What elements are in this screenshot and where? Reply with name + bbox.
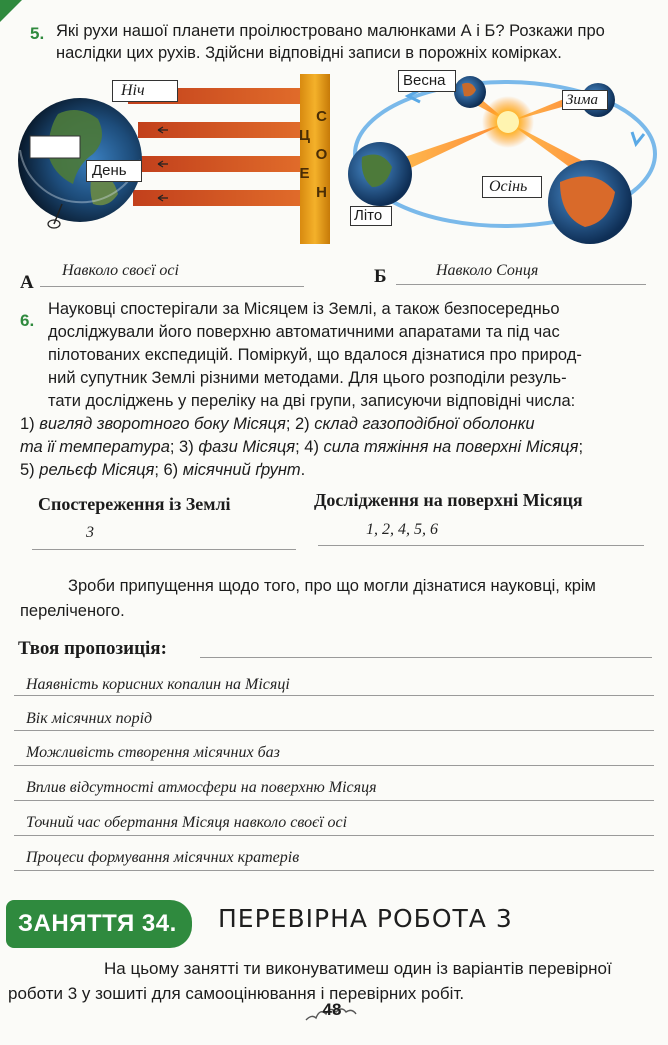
col2-line bbox=[318, 545, 644, 546]
sun-rays bbox=[128, 88, 300, 206]
task6-items: 1) вигляд зворотного боку Місяця; 2) склад газоподібної оболонки та її температура; 3) фази Місяця; 4) сила тяжіння на поверхні Місяця; 5) рельєф Місяця; 6) місячний ґрунт. bbox=[20, 415, 584, 479]
proposal-line-0 bbox=[200, 657, 652, 658]
label-autumn: Осінь bbox=[482, 176, 542, 198]
figure-a-rotation bbox=[18, 74, 338, 244]
answer-b-letter: Б bbox=[374, 266, 387, 287]
label-summer: Літо bbox=[350, 206, 392, 226]
task6-text: Науковці спостерігали за Місяцем із Землі, а також безпосередньо досліджували його поверхню автоматичними апаратами та під час пілотованих експедицій. Поміркуй, що вдалося дізнатися про природ- ний супутник Землі різними методами. Для цього розподіли резуль- тати досліджень у переліку на дві групи, записуючи відповідні числа: bbox=[48, 300, 582, 410]
proposal-item: Можливість створення місячних баз bbox=[26, 744, 280, 761]
lesson-tag: ЗАНЯТТЯ 34. bbox=[6, 900, 192, 948]
proposal-line bbox=[14, 870, 654, 871]
label-night: Ніч bbox=[112, 80, 178, 102]
proposal-item: Вплив відсутності атмосфери на поверхню Місяця bbox=[26, 779, 377, 796]
lesson-text: На цьому занятті ти виконуватимеш один із варіантів перевірної роботи 3 у зошиті для самооцінювання і перевірних робіт. bbox=[8, 959, 612, 1003]
assume-text: Зроби припущення щодо того, про що могли дізнатися науковці, крім переліченого. bbox=[20, 577, 596, 620]
answer-a-letter: А bbox=[20, 272, 34, 293]
answer-a: Навколо своєї осі bbox=[62, 262, 179, 279]
answer-b: Навколо Сонця bbox=[436, 262, 539, 279]
answer-a-line bbox=[40, 286, 304, 287]
label-day: День bbox=[86, 160, 142, 182]
proposal-line bbox=[14, 765, 654, 766]
proposal-line bbox=[14, 730, 654, 731]
label-winter: Зима bbox=[562, 90, 608, 110]
proposal-item: Процеси формування місячних кратерів bbox=[26, 849, 300, 866]
sun-label: С О Н Ц Е bbox=[296, 107, 330, 203]
proposal-item: Точний час обертання Місяця навколо своєї осі bbox=[26, 814, 348, 831]
col2-answer: 1, 2, 4, 5, 6 bbox=[366, 521, 438, 538]
proposal-item: Вік місячних порід bbox=[26, 710, 153, 727]
proposal-line bbox=[14, 835, 654, 836]
task6-number: 6. bbox=[20, 311, 35, 330]
col1-head: Спостереження із Землі bbox=[38, 494, 231, 514]
proposal-head: Твоя пропозиція: bbox=[18, 638, 167, 659]
proposal-line bbox=[14, 695, 654, 696]
proposal-line bbox=[14, 800, 654, 801]
label-spring: Весна bbox=[398, 70, 456, 92]
task5-number: 5. bbox=[30, 24, 45, 43]
task5-text: Які рухи нашої планети проілюстровано малюнками А і Б? Розкажи про наслідки цих рухів. Здійсни відповідні записи в порожніх комірках. bbox=[56, 22, 605, 62]
col1-line bbox=[32, 549, 296, 550]
page-number: 48 bbox=[300, 990, 364, 1030]
answer-b-line bbox=[396, 284, 646, 285]
lesson-title: ПЕРЕВІРНА РОБОТА 3 bbox=[218, 904, 513, 933]
proposal-item: Наявність корисних копалин на Місяці bbox=[26, 676, 290, 693]
col1-answer: 3 bbox=[86, 524, 94, 541]
corner-accent bbox=[0, 0, 22, 22]
col2-head: Дослідження на поверхні Місяця bbox=[314, 490, 583, 510]
